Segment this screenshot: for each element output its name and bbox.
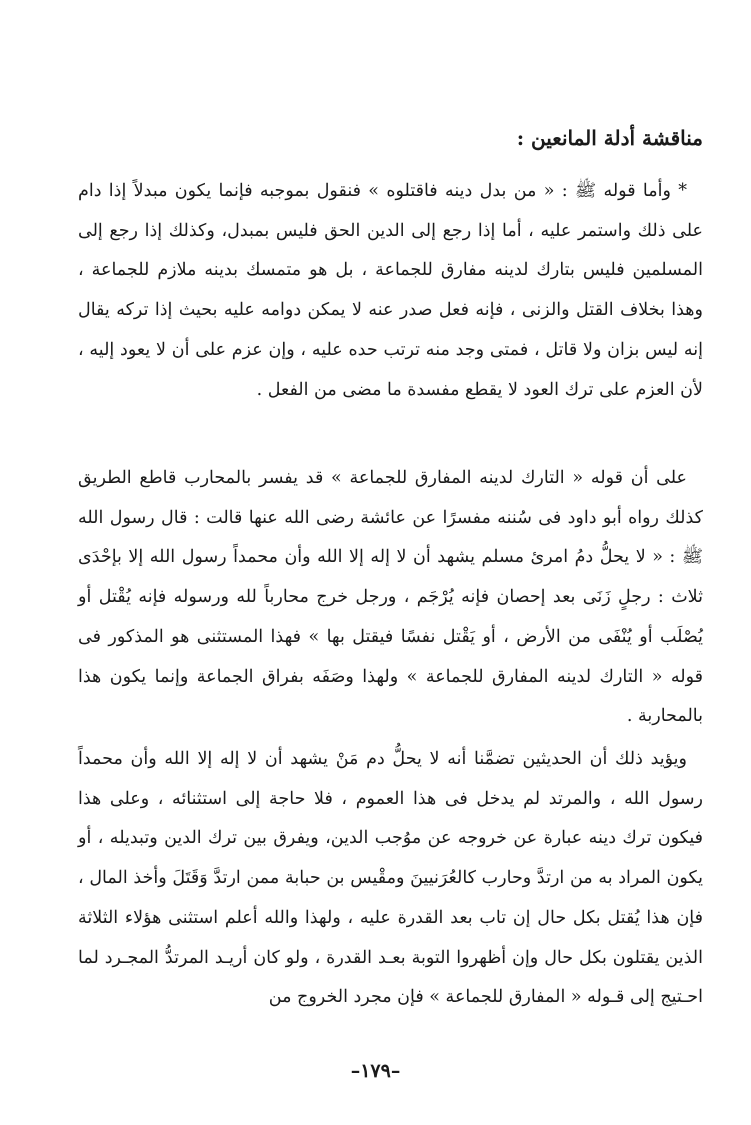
- paragraph-text: على أن قوله « التارك لدينه المفارق للجماعة » قد يفسر بالمحارب قاطع الطريق كذلك رواه أبو داود فى سُننه مفسرًا عن عائشة رضى الله عنها قالت : قال رسول الله ﷺ : « لا يحلُّ دمُ امرئ مسلم يشهد أن لا إله إلا الله وأن محمداً رسول الله إلا بإحْدَى ثلاث : رجلٍ زَنَى بعد إحصان فإنه يُرْجَم ، ورجل خرج محارباً لله ورسوله فإنه يُقْتل أو يُصْلَب أو يُنْفَى من الأرض ، أو يَقْتل نفسًا فيقتل بها » فهذا المستثنى هو المذكور فى قوله « التارك لدينه المفارق للجماعة » ولهذا وصَفَه بفراق الجماعة وإنما يكون هذا بالمحاربة .: [78, 468, 703, 727]
- paragraph-text: * وأما قوله ﷺ : « من بدل دينه فاقتلوه » فنقول بموجبه فإنما يكون مبدلاً إذا دام على ذلك واستمر عليه ، أما إذا رجع إلى الدين الحق فليس بمبدل، وكذلك إذا رجع إلى المسلمين فليس بتارك لدينه مفارق للجماعة ، بل هو متمسك بدينه ملازم للجماعة ، وهذا بخلاف القتل والزنى ، فإنه فعل صدر عنه لا يمكن دوامه عليه بحيث إذا تركه يقال إنه ليس بزان ولا قاتل ، فمتى وجد منه ترتب حده عليه ، وإن عزم على أن لا يعود إليه ، لأن العزم على ترك العود لا يقطع مفسدة ما مضى من الفعل .: [78, 181, 703, 400]
- paragraph-3: [78, 740, 703, 1018]
- section-heading: مناقشة أدلة المانعين :: [516, 126, 703, 150]
- page-number: –١٧٩–: [350, 1060, 401, 1082]
- paragraph-1: [78, 172, 703, 410]
- paragraph-text: ويؤيد ذلك أن الحديثين تضمَّنا أنه لا يحلُّ دم مَنْ يشهد أن لا إله إلا الله وأن محمداً رسول الله ، والمرتد لم يدخل فى هذا العموم ، فلا حاجة إلى استثنائه ، وعلى هذا فيكون ترك دينه عبارة عن خروجه عن موُجب الدين، ويفرق بين ترك الدين وتبديله ، أو يكون المراد به من ارتدَّ وحارب كالعُرَنيينَ ومقْيس بن حبابة ممن ارتدَّ وَقَتَلَ وأخذ المال ، فإن هذا يُقتل بكل حال إن تاب بعد القدرة عليه ، ولهذا والله أعلم استثنى هؤلاء الثلاثة الذين يقتلون بكل حال وإن أظهروا التوبة بعـد القدرة ، ولو كان أريـد المرتدُّ المجـرد لما احـتيج إلى قـوله « المفارق للجماعة » فإن مجرد الخروج من: [78, 749, 703, 1008]
- paragraph-2: [78, 459, 703, 737]
